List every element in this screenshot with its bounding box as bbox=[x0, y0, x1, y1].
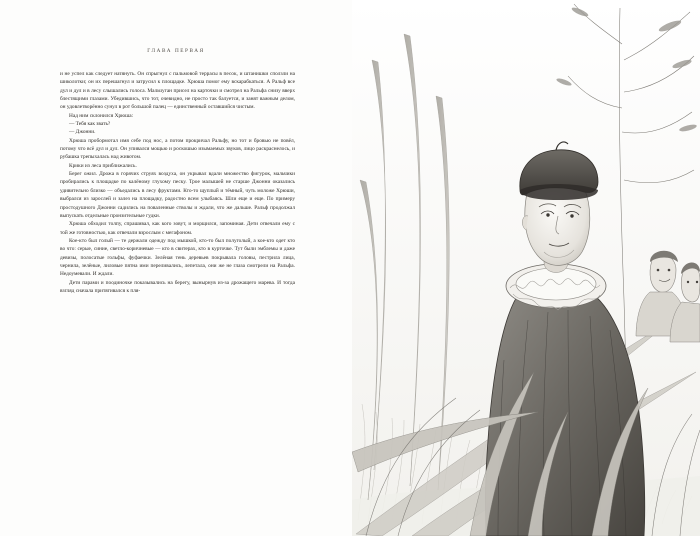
paragraph: — Тебя как звать? bbox=[69, 121, 111, 128]
pencil-illustration bbox=[352, 0, 700, 536]
paragraph: Крики из леса приближались. bbox=[69, 162, 137, 169]
paragraph: — Джонни. bbox=[69, 129, 96, 136]
paragraph: Берег ожил. Дрожа в горячих струях воздуха, он укрывал вдали множество фигурок, мальчики пробирались к площадке по калёному глухому песку. Трое малышей не старше Джонни оказались удивительно близко — объедались в лесу фруктами. Кто-то щуплый и тёмный, чуть моложе Хрюши, выбрался из зарослей и залез на площадку, радостно всем улыбаясь. Шли еще и еще. По примеру простодушного Джонни садились на поваленные стволы и ждали, что же дальше. Ральф продолжал выпускать отдельные пронзительные гудки. bbox=[60, 171, 295, 219]
chapter-header: ГЛАВА ПЕРВАЯ bbox=[147, 48, 205, 54]
paragraph: и не успел как следует натянуть. Он спрыгнул с пальмовой террасы в песок, и штанишки сползли на шиколотки; он их перешагнул и затрусил к площадке. Хрюша помог ему вскарабкаться. А Ральф все дул и дул и в лесу слышались голоса. Мальчуган присел на карточки и смотрел на Ральфа снизу вверх блестящими глазами. Убедившись, что тот, очевидно, не просто так балуется, и занят важным делом, он удовлетворённо сунул в рот большой палец — единственный оставшийся чистым. bbox=[60, 71, 295, 111]
paragraph: Над ним склонился Хрюша: bbox=[69, 112, 134, 119]
paragraph: Дети парами и поодиночке показывались на берегу, вынырнув из-за дрожащего марева. И тогда взгляд сначала притягивался к пля- bbox=[60, 279, 295, 294]
paragraph: Хрюша обходил толпу, спрашивал, как кого зовут, и морщился, запоминая. Дети отвечали ему с той же готовностью, как отвечали взрослым с мегафоном. bbox=[60, 221, 295, 236]
right-illustration-page bbox=[352, 0, 700, 536]
paragraph: Хрюша пробормотал имя себе под нос, а потом прокричал Ральфу, но тот и бровью не повёл, потому что всё дул и дул. Он упивался мощью и роскошью изымаемых звуков, лицо раскраснелось, и рубашка трепыхалась над животом. bbox=[60, 137, 295, 161]
body-text-column bbox=[60, 70, 295, 295]
eye-pupil-left bbox=[546, 213, 549, 216]
eye-pupil-right bbox=[570, 214, 573, 217]
paragraph: Кое-кто был голый — те держали одежду под мышкой, кто-то был полуголый, а кое-кто одет кто во что: серые, синие, светло-коричневые — кто в свитерах, кто в курточке. Тут были эмблемы и даже девизы, полосатые гольфы, фуфаечки. Зелёная тень деревьев покрывала головы, пестрила лица, чернила, зелёные, лиловые пятна ими переливались, лепетала, они же не глаза смотрели на Ральфа. Недоумевали. И ждали. bbox=[60, 237, 295, 278]
